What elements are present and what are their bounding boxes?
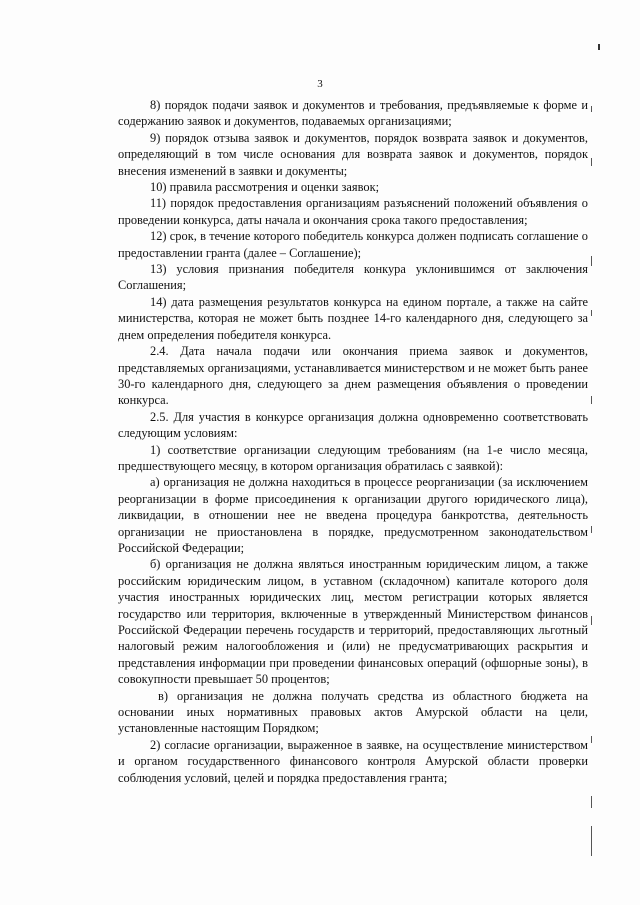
paragraph-2-5: 2.5. Для участия в конкурсе организация должна одновременно соответствовать следующим условиям: — [118, 409, 588, 441]
paragraph-condition-1b: б) организация не должна являться иностранным юридическим лицом, а также российским юридическим лицом, в уставном (складочном) капитале которого доля участия иностранных юридических лиц, местом регистрации которых является государство или территория, включенные в утвержденный Министерством финансов Российской Федерации перечень государств и территорий, предоставляющих льготный налоговый режим налогообложения и (или) не предусматривающих раскрытия и представления информации при проведении финансовых операций (офшорные зоны), в совокупности превышает 50 процентов; — [118, 557, 588, 687]
scan-mark — [598, 44, 600, 50]
scan-edge-artifacts — [589, 96, 595, 856]
paragraph-2-4: 2.4. Дата начала подачи или окончания приема заявок и документов, представляемых организациями, устанавливается министерством и не может быть ранее 30-го календарного дня, следующего за днем размещения объявления о проведении конкурса. — [118, 344, 588, 408]
page-number: 3 — [317, 78, 323, 90]
paragraph-condition-2: 2) согласие организации, выраженное в заявке, на осуществление министерством и органом государственного финансового контроля Амурской области проверки соблюдения условий, целей и порядка предоставления гранта; — [118, 737, 588, 785]
paragraph-condition-1: 1) соответствие организации следующим требованиям (на 1-е число месяца, предшествующего месяцу, в котором организация обратилась с заявкой): — [118, 442, 588, 473]
document-body — [118, 97, 588, 786]
paragraph-item-11: 11) порядок предоставления организациям разъяснений положений объявления о проведении конкурса, даты начала и окончания срока такого предоставления; — [118, 196, 588, 227]
paragraph-item-8: 8) порядок подачи заявок и документов и требования, предъявляемые к форме и содержанию заявок и документов, подаваемых организациями; — [118, 98, 588, 129]
paragraph-condition-1v: в) организация не должна получать средства из областного бюджета на основании иных нормативных правовых актов Амурской области на цели, установленные настоящим Порядком; — [118, 688, 588, 736]
paragraph-condition-1a: а) организация не должна находиться в процессе реорганизации (за исключением реорганизации в форме присоединения к организации другого юридического лица), ликвидации, в отношении нее не введена процедура банкротства, деятельность организации не приостановлена в порядке, предусмотренном законодательством Российской Федерации; — [118, 475, 588, 555]
paragraph-item-12: 12) срок, в течение которого победитель конкурса должен подписать соглашение о предоставлении гранта (далее – Соглашение); — [118, 229, 588, 260]
paragraph-item-10: 10) правила рассмотрения и оценки заявок; — [150, 180, 380, 195]
paragraph-item-14: 14) дата размещения результатов конкурса на едином портале, а также на сайте министерства, которая не может быть позднее 14-го календарного дня, следующего за днем определения победителя конкурса. — [118, 294, 588, 342]
paragraph-item-9: 9) порядок отзыва заявок и документов, порядок возврата заявок и документов, определяющий в том числе основания для возврата заявок и документов, порядок внесения изменений в заявки и документы; — [118, 130, 588, 178]
paragraph-item-13: 13) условия признания победителя конкура уклонившимся от заключения Соглашения; — [118, 262, 588, 293]
